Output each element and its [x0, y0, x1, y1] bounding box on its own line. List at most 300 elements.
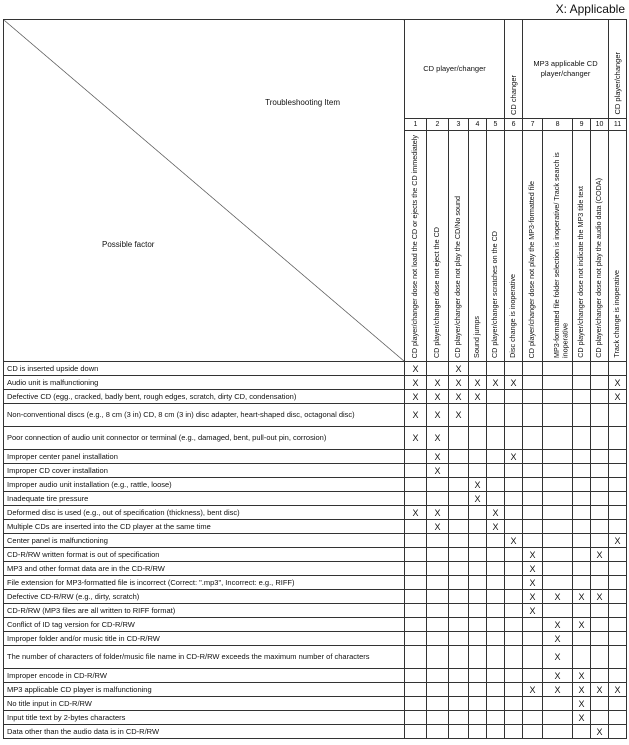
mark-cell	[469, 576, 487, 590]
table-row	[4, 618, 627, 632]
group-mp3: MP3 applicable CD player/changer	[523, 20, 609, 119]
mark-cell	[405, 618, 427, 632]
mark-cell	[523, 427, 543, 450]
mark-cell	[427, 646, 449, 669]
mark-cell	[543, 725, 573, 739]
column-label: CD player/changer dose not play the audio data (CODA)	[593, 178, 603, 358]
mark-cell	[487, 618, 505, 632]
mark-cell	[543, 464, 573, 478]
column-number: 9	[573, 119, 591, 131]
mark-cell: X	[405, 404, 427, 427]
table-row	[4, 632, 627, 646]
mark-cell	[427, 725, 449, 739]
mark-cell	[505, 618, 523, 632]
mark-cell	[505, 646, 523, 669]
mark-cell	[405, 590, 427, 604]
mark-cell: X	[487, 506, 505, 520]
mark-cell	[487, 478, 505, 492]
factor-cell: Data other than the audio data is in CD-R/RW	[4, 725, 405, 739]
mark-cell	[543, 492, 573, 506]
mark-cell: X	[523, 590, 543, 604]
mark-cell	[487, 562, 505, 576]
factor-cell: Deformed disc is used (e.g., out of specification (thickness), bent disc)	[4, 506, 405, 520]
mark-cell	[449, 562, 469, 576]
mark-cell	[543, 362, 573, 376]
mark-cell	[487, 711, 505, 725]
mark-cell: X	[523, 683, 543, 697]
column-label: CD player/changer dose not play the MP3-formatted file	[526, 180, 536, 358]
mark-cell	[427, 478, 449, 492]
mark-cell	[469, 632, 487, 646]
mark-cell	[591, 427, 609, 450]
mark-cell: X	[405, 376, 427, 390]
table-row	[4, 427, 627, 450]
mark-cell	[573, 576, 591, 590]
mark-cell	[427, 548, 449, 562]
group-last-text: CD player/changer	[612, 52, 622, 115]
mark-cell	[405, 478, 427, 492]
group-cd-changer	[505, 20, 523, 119]
mark-cell	[505, 576, 523, 590]
mark-cell: X	[609, 534, 627, 548]
mark-cell	[505, 464, 523, 478]
table-row	[4, 464, 627, 478]
factor-cell: Improper CD cover installation	[4, 464, 405, 478]
mark-cell	[523, 478, 543, 492]
factor-cell: Non-conventional discs (e.g., 8 cm (3 in) CD, 8 cm (3 in) disc adapter, heart-shaped disc, octagonal disc)	[4, 404, 405, 427]
mark-cell	[405, 683, 427, 697]
mark-cell	[591, 534, 609, 548]
mark-cell	[523, 697, 543, 711]
mark-cell	[543, 562, 573, 576]
factor-cell: MP3 and other format data are in the CD-R/RW	[4, 562, 405, 576]
mark-cell	[505, 683, 523, 697]
mark-cell	[449, 534, 469, 548]
mark-cell: X	[573, 618, 591, 632]
group-cd-player: CD player/changer	[405, 20, 505, 119]
mark-cell	[487, 725, 505, 739]
factor-cell: Conflict of ID tag version for CD-R/RW	[4, 618, 405, 632]
mark-cell: X	[543, 618, 573, 632]
mark-cell	[609, 362, 627, 376]
mark-cell	[591, 520, 609, 534]
mark-cell: X	[469, 478, 487, 492]
mark-cell	[449, 478, 469, 492]
table-row	[4, 576, 627, 590]
mark-cell	[609, 711, 627, 725]
mark-cell	[609, 697, 627, 711]
mark-cell	[427, 562, 449, 576]
mark-cell: X	[573, 697, 591, 711]
mark-cell	[427, 632, 449, 646]
mark-cell	[449, 506, 469, 520]
mark-cell	[591, 646, 609, 669]
mark-cell	[523, 464, 543, 478]
mark-cell	[523, 492, 543, 506]
mark-cell	[543, 534, 573, 548]
mark-cell	[609, 548, 627, 562]
mark-cell	[405, 697, 427, 711]
mark-cell	[505, 404, 523, 427]
table-row	[4, 390, 627, 404]
factor-cell: Improper audio unit installation (e.g., rattle, loose)	[4, 478, 405, 492]
mark-cell	[543, 520, 573, 534]
mark-cell	[523, 646, 543, 669]
column-number: 2	[427, 119, 449, 131]
mark-cell: X	[449, 376, 469, 390]
mark-cell	[469, 725, 487, 739]
column-label-cell	[487, 131, 505, 362]
mark-cell	[609, 604, 627, 618]
mark-cell	[487, 604, 505, 618]
mark-cell	[543, 404, 573, 427]
column-number: 3	[449, 119, 469, 131]
factor-cell: Improper encode in CD-R/RW	[4, 669, 405, 683]
factor-cell: Defective CD-R/RW (e.g., dirty, scratch)	[4, 590, 405, 604]
mark-cell	[487, 548, 505, 562]
column-number: 10	[591, 119, 609, 131]
factor-cell: CD-R/RW written format is out of specification	[4, 548, 405, 562]
mark-cell: X	[427, 427, 449, 450]
mark-cell	[449, 604, 469, 618]
mark-cell	[505, 604, 523, 618]
mark-cell: X	[573, 669, 591, 683]
factor-cell: Poor connection of audio unit connector or terminal (e.g., damaged, bent, pull-out pin, corrosion)	[4, 427, 405, 450]
mark-cell	[449, 618, 469, 632]
mark-cell	[449, 669, 469, 683]
mark-cell	[449, 725, 469, 739]
mark-cell	[487, 464, 505, 478]
mark-cell: X	[405, 362, 427, 376]
mark-cell: X	[469, 492, 487, 506]
table-row	[4, 562, 627, 576]
mark-cell: X	[487, 520, 505, 534]
mark-cell	[405, 576, 427, 590]
column-label: CD player/changer dose not play the CD/No sound	[452, 196, 462, 358]
factor-cell: File extension for MP3-formatted file is incorrect (Correct: ".mp3", Incorrect: e.g., RIFF)	[4, 576, 405, 590]
mark-cell	[523, 520, 543, 534]
table-row	[4, 534, 627, 548]
mark-cell	[469, 590, 487, 604]
mark-cell	[405, 632, 427, 646]
mark-cell	[543, 697, 573, 711]
mark-cell	[487, 646, 505, 669]
column-label-cell	[427, 131, 449, 362]
mark-cell	[591, 478, 609, 492]
mark-cell	[573, 404, 591, 427]
table-row	[4, 711, 627, 725]
column-number: 11	[609, 119, 627, 131]
mark-cell	[523, 404, 543, 427]
column-label-cell	[469, 131, 487, 362]
column-label-cell	[505, 131, 523, 362]
mark-cell	[405, 562, 427, 576]
table-row	[4, 520, 627, 534]
column-label: CD player/changer scratches on the CD	[489, 230, 499, 358]
mark-cell	[523, 450, 543, 464]
mark-cell: X	[427, 376, 449, 390]
mark-cell	[505, 669, 523, 683]
mark-cell	[573, 362, 591, 376]
mark-cell	[505, 697, 523, 711]
mark-cell	[609, 404, 627, 427]
factor-cell: Input title text by 2-bytes characters	[4, 711, 405, 725]
mark-cell	[487, 632, 505, 646]
mark-cell	[469, 534, 487, 548]
mark-cell	[505, 725, 523, 739]
mark-cell	[449, 683, 469, 697]
column-label: CD player/changer dose not indicate the MP3 title text	[575, 186, 585, 358]
mark-cell	[487, 590, 505, 604]
group-cd-changer-text: CD changer	[508, 74, 518, 115]
mark-cell	[427, 669, 449, 683]
mark-cell	[609, 632, 627, 646]
group-last	[609, 20, 627, 119]
mark-cell	[405, 520, 427, 534]
mark-cell	[405, 604, 427, 618]
mark-cell: X	[609, 376, 627, 390]
mark-cell: X	[543, 632, 573, 646]
mark-cell	[543, 478, 573, 492]
mark-cell	[591, 404, 609, 427]
mark-cell	[543, 450, 573, 464]
mark-cell	[543, 711, 573, 725]
mark-cell	[609, 669, 627, 683]
mark-cell	[591, 464, 609, 478]
table-row	[4, 376, 627, 390]
table-row	[4, 697, 627, 711]
mark-cell: X	[449, 390, 469, 404]
mark-cell	[449, 427, 469, 450]
column-label-cell	[523, 131, 543, 362]
mark-cell	[523, 376, 543, 390]
mark-cell	[591, 697, 609, 711]
mark-cell	[609, 562, 627, 576]
mark-cell	[405, 534, 427, 548]
table-row	[4, 590, 627, 604]
mark-cell: X	[449, 362, 469, 376]
mark-cell	[487, 534, 505, 548]
possible-factor-label: Possible factor	[102, 240, 155, 249]
column-label: Sound jumps	[471, 316, 481, 358]
column-number: 8	[543, 119, 573, 131]
mark-cell	[505, 362, 523, 376]
mark-cell	[523, 506, 543, 520]
mark-cell	[449, 492, 469, 506]
column-label: CD player/changer dose not load the CD or ejects the CD immediately	[409, 134, 419, 358]
mark-cell: X	[573, 590, 591, 604]
mark-cell	[449, 464, 469, 478]
mark-cell: X	[543, 646, 573, 669]
mark-cell	[609, 478, 627, 492]
mark-cell	[523, 618, 543, 632]
mark-cell	[523, 669, 543, 683]
mark-cell	[505, 478, 523, 492]
mark-cell	[573, 390, 591, 404]
mark-cell: X	[543, 683, 573, 697]
table-row	[4, 450, 627, 464]
mark-cell: X	[469, 390, 487, 404]
mark-cell: X	[523, 604, 543, 618]
mark-cell	[505, 520, 523, 534]
mark-cell	[469, 520, 487, 534]
mark-cell: X	[427, 520, 449, 534]
factor-cell: Improper folder and/or music title in CD-R/RW	[4, 632, 405, 646]
column-label: Track change is inoperative	[611, 270, 621, 358]
mark-cell	[505, 506, 523, 520]
mark-cell	[449, 590, 469, 604]
mark-cell	[487, 697, 505, 711]
mark-cell	[427, 697, 449, 711]
column-number: 4	[469, 119, 487, 131]
mark-cell	[405, 669, 427, 683]
mark-cell	[591, 632, 609, 646]
factor-cell: No title input in CD-R/RW	[4, 697, 405, 711]
mark-cell	[573, 632, 591, 646]
mark-cell	[427, 711, 449, 725]
mark-cell	[505, 632, 523, 646]
mark-cell	[609, 492, 627, 506]
mark-cell	[469, 669, 487, 683]
mark-cell	[427, 534, 449, 548]
mark-cell: X	[505, 376, 523, 390]
mark-cell	[591, 618, 609, 632]
mark-cell	[469, 404, 487, 427]
mark-cell	[469, 562, 487, 576]
mark-cell: X	[591, 548, 609, 562]
mark-cell	[543, 604, 573, 618]
mark-cell	[543, 376, 573, 390]
mark-cell	[609, 646, 627, 669]
mark-cell	[573, 450, 591, 464]
mark-cell	[573, 464, 591, 478]
mark-cell	[573, 376, 591, 390]
mark-cell	[449, 450, 469, 464]
column-label-cell	[543, 131, 573, 362]
mark-cell	[591, 362, 609, 376]
mark-cell	[543, 390, 573, 404]
mark-cell: X	[591, 590, 609, 604]
column-label-cell	[591, 131, 609, 362]
mark-cell	[505, 711, 523, 725]
mark-cell	[573, 548, 591, 562]
column-label: MP3-formatted file folder selection is inoperative/ Track search is inoperative	[551, 152, 569, 358]
factor-cell: MP3 applicable CD player is malfunctioning	[4, 683, 405, 697]
mark-cell: X	[591, 725, 609, 739]
table-row	[4, 725, 627, 739]
mark-cell	[573, 646, 591, 669]
column-label-cell	[405, 131, 427, 362]
table-row	[4, 478, 627, 492]
mark-cell: X	[523, 576, 543, 590]
mark-cell	[469, 683, 487, 697]
factor-cell: Audio unit is malfunctioning	[4, 376, 405, 390]
mark-cell	[591, 390, 609, 404]
column-number: 5	[487, 119, 505, 131]
mark-cell	[449, 520, 469, 534]
column-number: 6	[505, 119, 523, 131]
factor-cell: Center panel is malfunctioning	[4, 534, 405, 548]
legend: X: Applicable	[555, 2, 625, 16]
mark-cell	[505, 590, 523, 604]
mark-cell	[609, 427, 627, 450]
mark-cell	[449, 697, 469, 711]
mark-cell	[405, 711, 427, 725]
mark-cell: X	[523, 548, 543, 562]
mark-cell	[487, 576, 505, 590]
column-label: Disc change is inoperative	[507, 274, 517, 358]
mark-cell	[469, 506, 487, 520]
mark-cell	[609, 618, 627, 632]
mark-cell	[487, 390, 505, 404]
mark-cell	[591, 669, 609, 683]
table-row	[4, 492, 627, 506]
mark-cell: X	[609, 683, 627, 697]
mark-cell	[427, 618, 449, 632]
mark-cell	[591, 492, 609, 506]
column-label-cell	[573, 131, 591, 362]
mark-cell	[543, 576, 573, 590]
table-row	[4, 683, 627, 697]
mark-cell	[573, 534, 591, 548]
mark-cell: X	[427, 506, 449, 520]
mark-cell	[543, 427, 573, 450]
mark-cell: X	[487, 376, 505, 390]
mark-cell	[449, 711, 469, 725]
mark-cell: X	[591, 683, 609, 697]
mark-cell	[523, 711, 543, 725]
mark-cell	[405, 492, 427, 506]
mark-cell	[427, 604, 449, 618]
mark-cell	[427, 590, 449, 604]
mark-cell	[543, 548, 573, 562]
mark-cell	[609, 464, 627, 478]
mark-cell	[573, 562, 591, 576]
mark-cell	[487, 404, 505, 427]
mark-cell	[609, 725, 627, 739]
mark-cell: X	[405, 506, 427, 520]
mark-cell	[591, 562, 609, 576]
mark-cell: X	[543, 669, 573, 683]
factor-rows	[4, 362, 627, 739]
mark-cell	[591, 506, 609, 520]
mark-cell	[573, 506, 591, 520]
mark-cell	[505, 562, 523, 576]
mark-cell	[609, 506, 627, 520]
mark-cell	[449, 632, 469, 646]
mark-cell	[427, 362, 449, 376]
mark-cell	[487, 427, 505, 450]
mark-cell	[469, 646, 487, 669]
mark-cell	[591, 450, 609, 464]
mark-cell	[609, 450, 627, 464]
corner-header	[4, 20, 405, 362]
mark-cell	[405, 725, 427, 739]
mark-cell	[523, 390, 543, 404]
mark-cell	[469, 362, 487, 376]
column-label-cell	[609, 131, 627, 362]
mark-cell	[427, 683, 449, 697]
factor-cell: The number of characters of folder/music file name in CD-R/RW exceeds the maximum number of characters	[4, 646, 405, 669]
mark-cell	[469, 604, 487, 618]
mark-cell: X	[449, 404, 469, 427]
factor-cell: CD-R/RW (MP3 files are all written to RIFF format)	[4, 604, 405, 618]
mark-cell	[449, 646, 469, 669]
mark-cell	[573, 492, 591, 506]
mark-cell	[609, 576, 627, 590]
troubleshooting-item-label: Troubleshooting Item	[265, 98, 340, 107]
mark-cell	[427, 492, 449, 506]
